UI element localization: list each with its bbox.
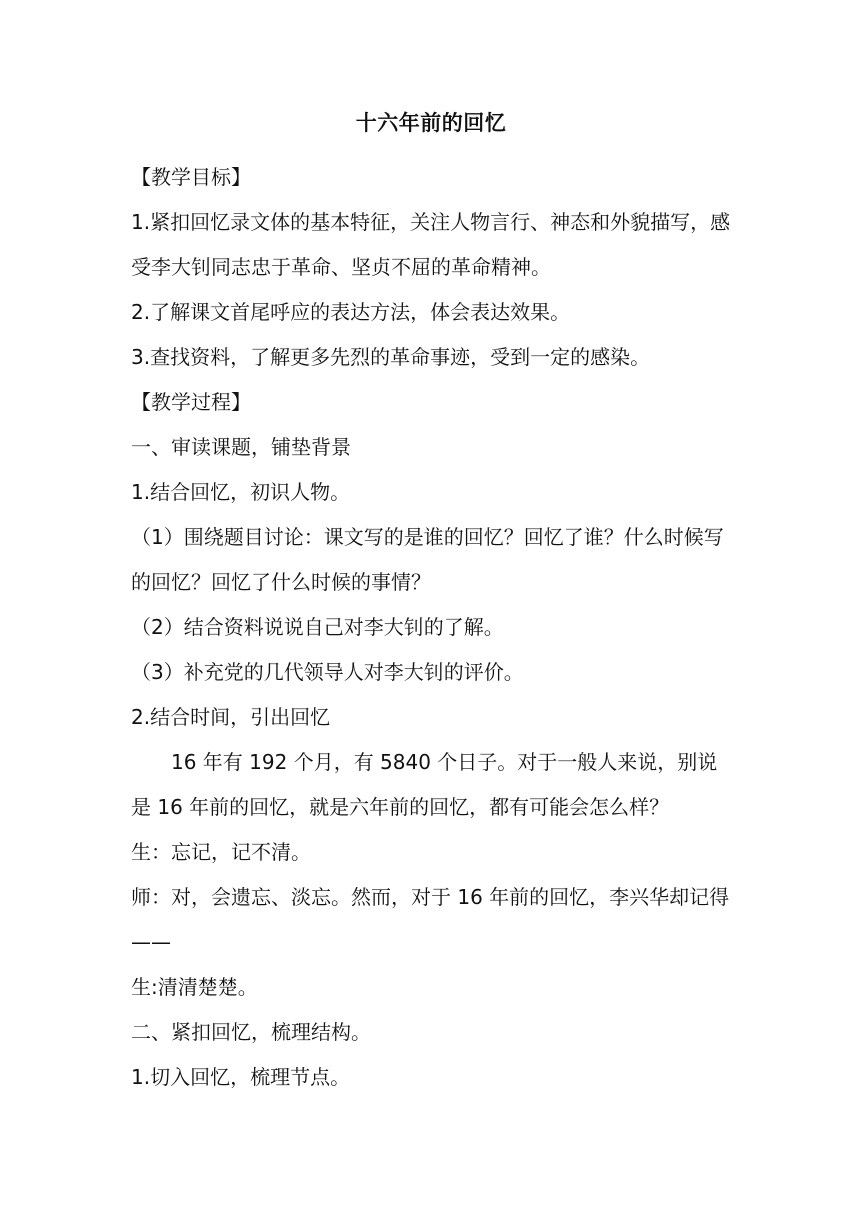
process-item-3: （3）补充党的几代领导人对李大钊的评价。 xyxy=(131,660,524,685)
dialogue-teacher-1: 师：对，会遗忘、淡忘。然而，对于 16 年前的回忆，李兴华却记得—— xyxy=(131,885,730,955)
body-paragraph: 16 年有 192 个月，有 5840 个日子。对于一般人来说，别说是 16 年前的回忆，就是六年前的回忆，都有可能会怎么样？ xyxy=(131,750,718,820)
process-step-2: 二、紧扣回忆，梳理结构。 xyxy=(131,1020,371,1045)
process-substep-1-2: 2.结合时间，引出回忆 xyxy=(131,705,331,730)
document-title: 十六年前的回忆 xyxy=(355,111,507,135)
process-item-1: （1）围绕题目讨论：课文写的是谁的回忆？回忆了谁？什么时候写的回忆？回忆了什么时候的事情？ xyxy=(131,525,724,595)
section-heading-objectives: 【教学目标】 xyxy=(131,165,251,190)
dialogue-student-1: 生：忘记，记不清。 xyxy=(131,840,311,865)
process-item-2: （2）结合资料说说自己对李大钊的了解。 xyxy=(131,615,504,640)
objective-item-1: 1.紧扣回忆录文体的基本特征，关注人物言行、神态和外貌描写，感受李大钊同志忠于革命、坚贞不屈的革命精神。 xyxy=(131,210,731,280)
document-page xyxy=(131,110,731,1100)
section-heading-process: 【教学过程】 xyxy=(131,390,251,415)
process-substep-1-1: 1.结合回忆，初识人物。 xyxy=(131,480,351,505)
dialogue-student-2: 生:清清楚楚。 xyxy=(131,975,258,1000)
objective-item-2: 2.了解课文首尾呼应的表达方法，体会表达效果。 xyxy=(131,300,571,325)
objective-item-3: 3.查找资料，了解更多先烈的革命事迹，受到一定的感染。 xyxy=(131,345,651,370)
process-step-1: 一、审读课题，铺垫背景 xyxy=(131,435,351,460)
process-substep-2-1: 1.切入回忆，梳理节点。 xyxy=(131,1065,351,1090)
